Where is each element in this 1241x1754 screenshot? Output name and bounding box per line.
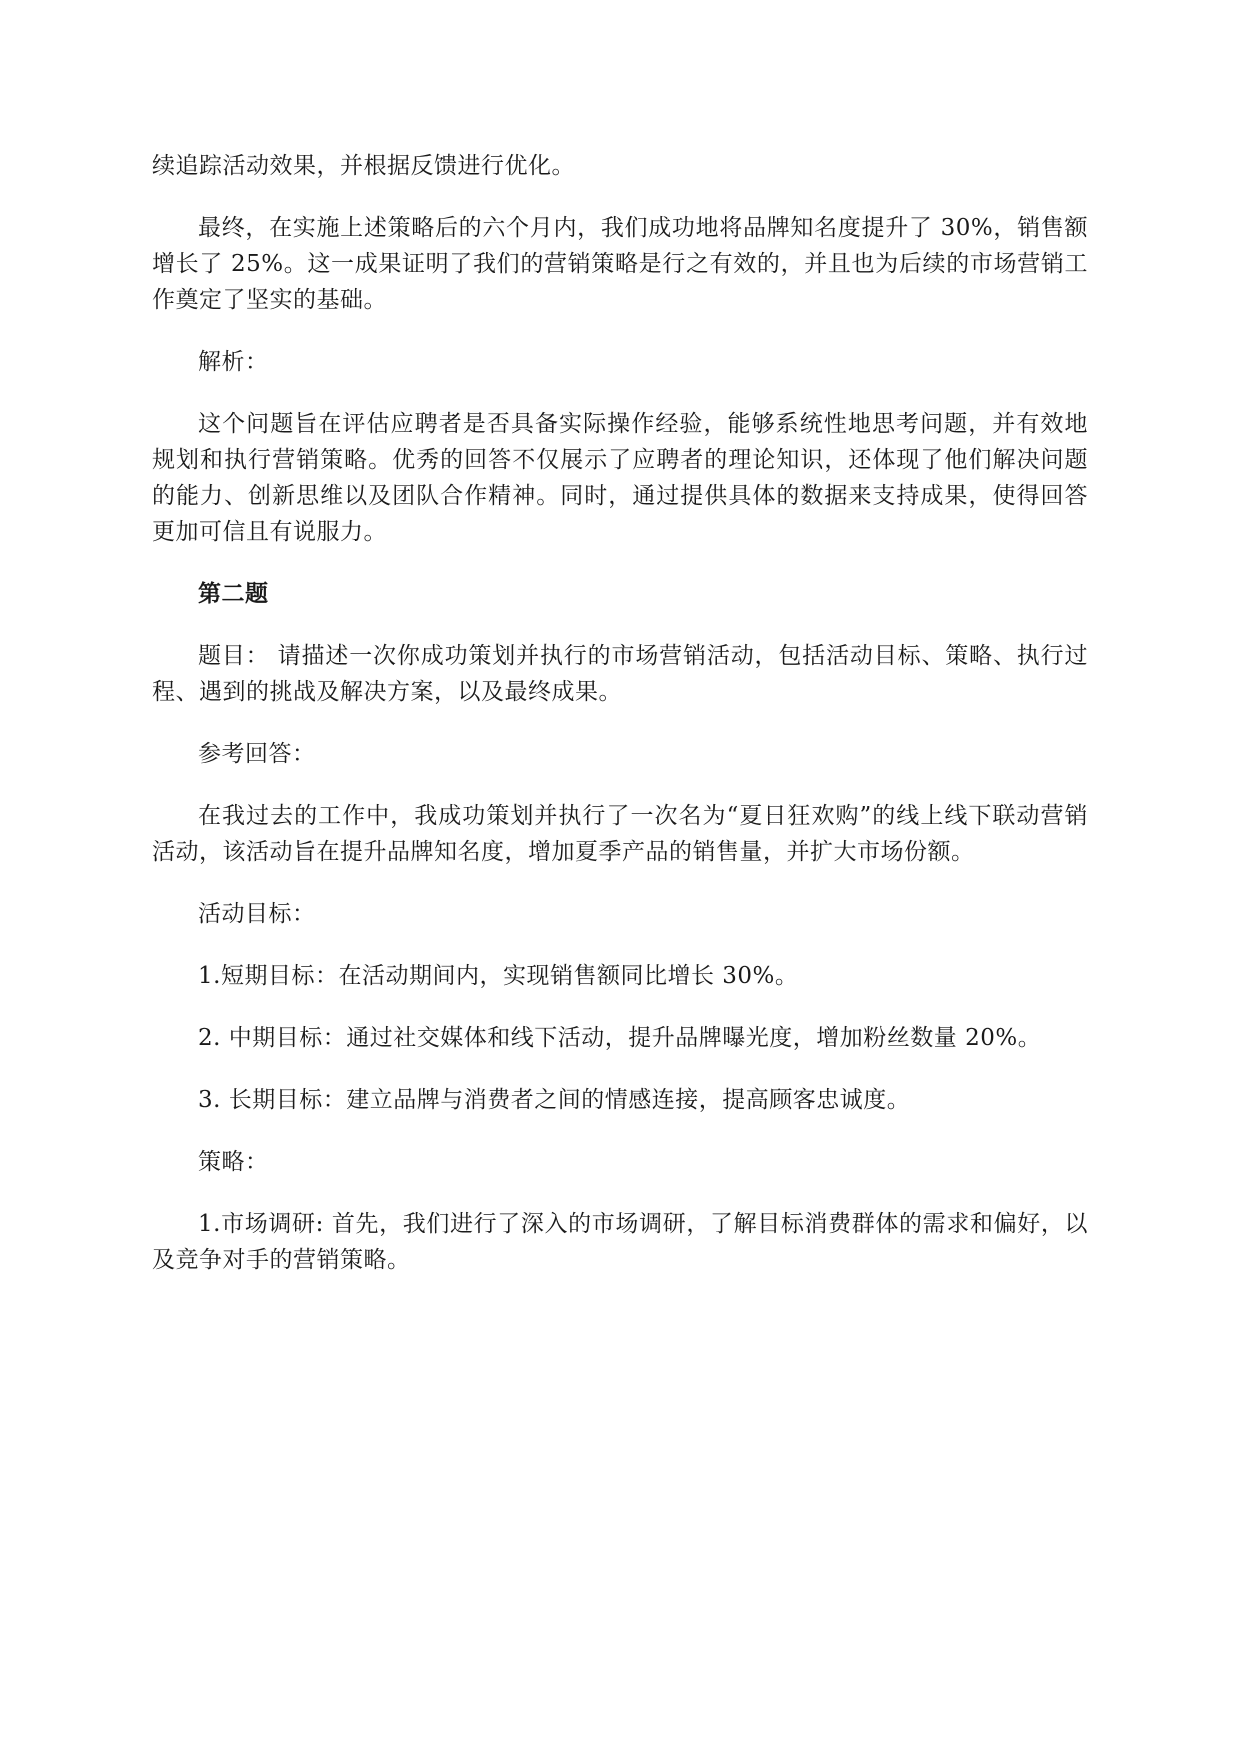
- paragraph-analysis: 这个问题旨在评估应聘者是否具备实际操作经验，能够系统性地思考问题，并有效地规划和执行营销策略。优秀的回答不仅展示了应聘者的理论知识，还体现了他们解决问题的能力、创新思维以及团队合作精神。同时，通过提供具体的数据来支持成果，使得回答更加可信且有说服力。: [152, 411, 1088, 545]
- label-reference-answer: 参考回答：: [198, 741, 316, 767]
- goal-short-term: 1.短期目标：在活动期间内，实现销售额同比增长 30%。: [198, 963, 799, 989]
- question-prompt: 题目： 请描述一次你成功策划并执行的市场营销活动，包括活动目标、策略、执行过程、遇到的挑战及解决方案，以及最终成果。: [152, 643, 1088, 705]
- label-analysis: 解析：: [198, 349, 269, 375]
- paragraph-results: 最终，在实施上述策略后的六个月内，我们成功地将品牌知名度提升了 30%，销售额增长了 25%。这一成果证明了我们的营销策略是行之有效的，并且也为后续的市场营销工作奠定了坚实的基础。: [152, 215, 1088, 313]
- paragraph-campaign-intro: 在我过去的工作中，我成功策划并执行了一次名为“夏日狂欢购”的线上线下联动营销活动，该活动旨在提升品牌知名度，增加夏季产品的销售量，并扩大市场份额。: [152, 803, 1088, 865]
- paragraph-continuation: 续追踪活动效果，并根据反馈进行优化。: [152, 153, 575, 179]
- document-page: [152, 148, 1088, 1304]
- goal-long-term: 3. 长期目标：建立品牌与消费者之间的情感连接，提高顾客忠诚度。: [198, 1087, 911, 1113]
- label-strategy: 策略：: [198, 1149, 269, 1175]
- question-heading: 第二题: [198, 580, 269, 607]
- strategy-market-research: 1.市场调研: 首先，我们进行了深入的市场调研，了解目标消费群体的需求和偏好，以及竞争对手的营销策略。: [152, 1211, 1088, 1273]
- label-campaign-goals: 活动目标：: [198, 901, 316, 927]
- goal-mid-term: 2. 中期目标：通过社交媒体和线下活动，提升品牌曝光度，增加粉丝数量 20%。: [198, 1025, 1042, 1051]
